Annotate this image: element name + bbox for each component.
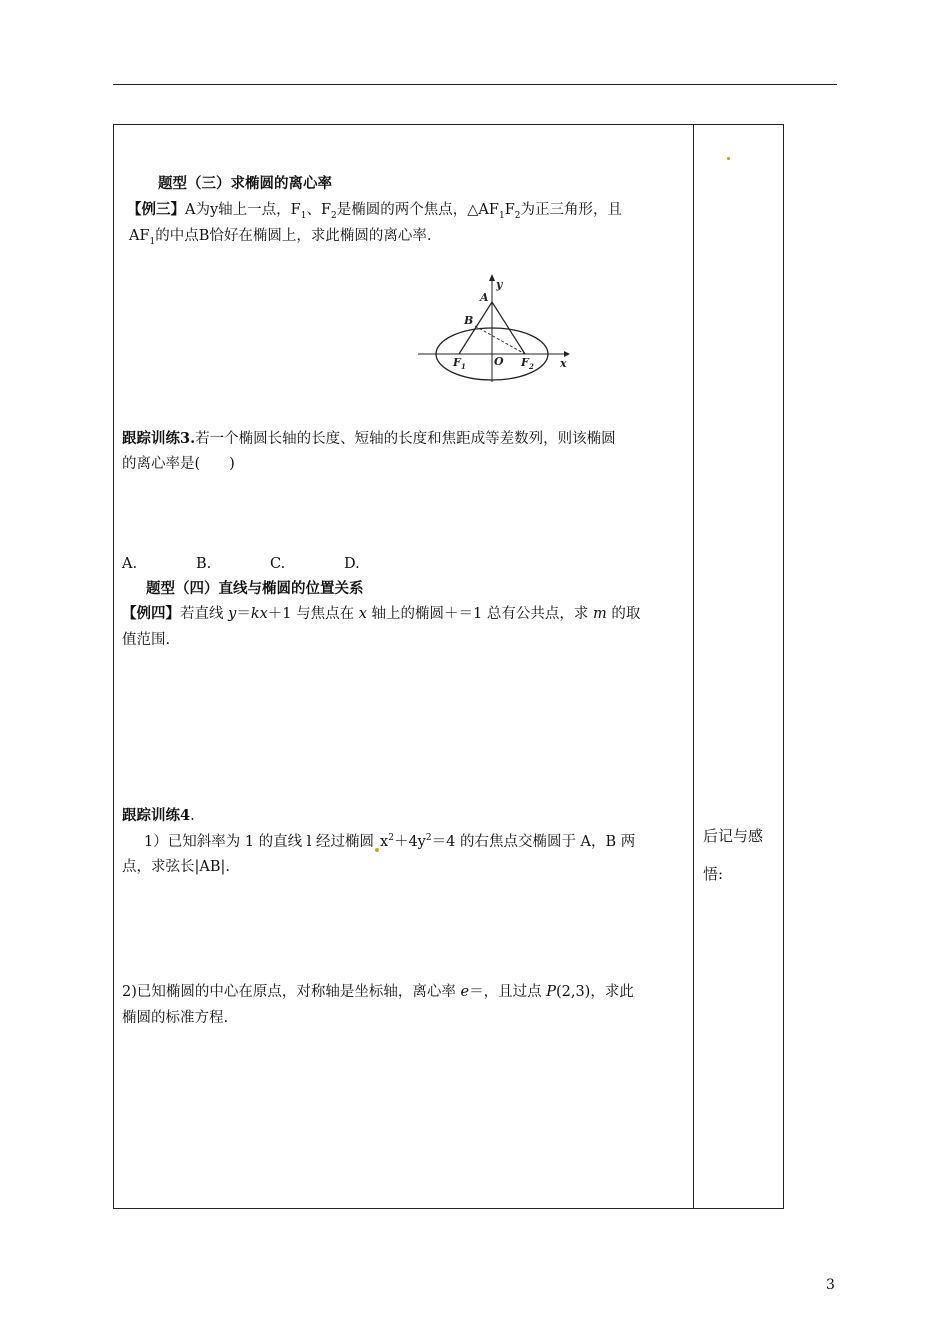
- label-y: y: [496, 278, 503, 291]
- label-F2-sub: 2: [529, 362, 534, 371]
- page-number: 3: [826, 1277, 835, 1293]
- option-a: A.: [122, 556, 138, 572]
- option-d: D.: [344, 556, 360, 572]
- ellipse-figure: [412, 270, 577, 385]
- label-F2: F: [521, 356, 529, 369]
- column-divider: [693, 124, 694, 1209]
- example3-line2: $AF_1$的中点B恰好在椭圆上，求此椭圆的离心率.: [129, 228, 432, 247]
- practice4-tag: 跟踪训练4: [122, 807, 191, 824]
- margin-dot: [727, 157, 730, 160]
- label-F1: F: [453, 356, 461, 369]
- option-b: B.: [196, 556, 212, 572]
- sidebar-notes-label-line1: 后记与感: [703, 827, 764, 845]
- example3-tag: 【例三】: [127, 201, 185, 218]
- section4-heading: 题型（四）直线与椭圆的位置关系: [146, 580, 364, 597]
- label-B: B: [464, 314, 474, 327]
- practice4-q1-line2: 点，求弦长|AB|.: [122, 859, 231, 875]
- practice3-line2: 的离心率是( ): [122, 456, 235, 472]
- practice4-q2-line1: 2)已知椭圆的中心在原点，对称轴是坐标轴，离心率 e＝，且过点 P(2,3)，求此: [122, 984, 634, 1000]
- y-axis-arrow: [489, 274, 495, 281]
- option-c: C.: [270, 556, 286, 572]
- practice3-line1: 跟踪训练3.若一个椭圆长轴的长度、短轴的长度和焦距成等差数列，则该椭圆: [122, 430, 616, 447]
- header-rule: [113, 84, 837, 85]
- cursor-mark: [375, 848, 379, 852]
- example4-line1: 【例四】若直线 y＝kx＋1 与焦点在 x 轴上的椭圆＋＝1 总有公共点，求 m 的取: [122, 605, 641, 622]
- practice3-tag: 跟踪训练3.: [122, 430, 196, 447]
- practice4-title: 跟踪训练4.: [122, 807, 195, 824]
- label-x: x: [560, 357, 567, 370]
- practice3-options: [122, 554, 360, 574]
- practice4-q2-line2: 椭圆的标准方程.: [122, 1010, 229, 1026]
- example3-line1: 【例三】A为y轴上一点，$F_1$、$F_2$是椭圆的两个焦点，$\triangle AF_1F_2$为正三角形，且: [127, 201, 622, 221]
- section3-heading: 题型（三）求椭圆的离心率: [158, 175, 332, 192]
- label-F1-sub: 1: [461, 362, 466, 371]
- label-A: A: [480, 291, 489, 304]
- practice4-q1-line1: 1）已知斜率为 1 的直线 l 经过椭圆 $x^2+4y^2=4$ 的右焦点交椭圆于 A，B 两: [144, 833, 636, 850]
- example4-tag: 【例四】: [122, 605, 180, 622]
- sidebar-notes-label-line2: 悟:: [703, 865, 724, 883]
- label-O: O: [494, 355, 504, 368]
- example4-line2: 值范围.: [122, 632, 171, 648]
